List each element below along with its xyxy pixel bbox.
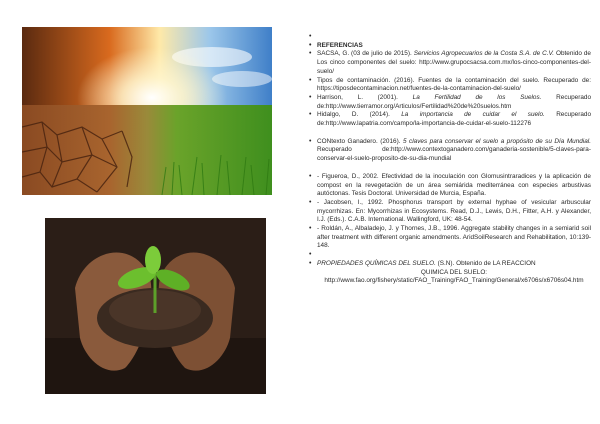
- drought-vs-grass-image: [22, 27, 272, 195]
- references-heading: • REFERENCIAS: [309, 42, 591, 51]
- reference-item: • SACSA, G. (03 de julio de 2015). Servicios Agropecuarios de la Costa S.A. de C.V. Obtenido de Los cinco componentes del suelo: http://www.grupocsacsa.com.mx/los-cinco-componentes-del-suelo/: [309, 50, 591, 76]
- reference-item: • Tipos de contaminación. (2016). Fuentes de la contaminación del suelo. Recuperado de: https://tiposdecontaminacion.net/fuentes-de-la-contaminacion-del-suelo/: [309, 77, 591, 94]
- references-section: [309, 33, 591, 286]
- reference-item: • Hidalgo, D. (2014). La importancia de cuidar el suelo. Recuperado de:http://www.lapatria.com/campo/la-importancia-de-cuidar-el-suelo-112276: [309, 111, 591, 128]
- empty-bullet: [309, 33, 591, 42]
- empty-bullet: [309, 251, 591, 260]
- reference-item: • - Figueroa, D., 2002. Efectividad de la inoculación con Glomusintraradices y la aplicación de compost en la revegetación de un área semiárida mediterránea con especies arbustivas autóctonas. Tesis Doctoral. Universidad de Murcia, España.: [309, 173, 591, 199]
- reference-item: • - Roldán, A., Albaladejo, J. y Thornes, J.B., 1996. Aggregate stability changes in a semiarid soil after treatment with different organic amendments. AridSoilResearch and Rehabilitation, 10:139-148.: [309, 225, 591, 251]
- reference-item: • Harrison, L. (2001). La Fertilidad de los Suelos. Recuperado de:http://www.tierramor.org/Articulos/Fertilidad%20de%20suelos.htm: [309, 94, 591, 111]
- reference-item-fao: • PROPIEDADES QUÍMICAS DEL SUELO. (S.N). Obtenido de LA REACCION QUIMICA DEL SUELO: http://www.fao.org/fishery/static/FAO_Training/FAO_Training/General/x6706s/x6706s04.htm: [309, 260, 591, 286]
- hands-seedling-image: [45, 218, 266, 394]
- reference-item: • CONtexto Ganadero. (2016). 5 claves para conservar el suelo a propósito de su Día Mundial. Recuperado de:http://www.contextoganadero.com/ganaderia-sostenible/5-claves-para-conservar-el-suelo-proposito-de-su-dia-mundial: [309, 138, 591, 164]
- reference-item: • - Jacobsen, I., 1992. Phosphorus transport by external hyphae of vesicular arbuscular mycorrhizas. En: Mycorrhizas in Ecosystems. Read, D.J., Lewis, D.H., Fitter, A.H. y Alexander, I.J. (Eds.). C.A.B. International. Wallingford, UK: 48-54.: [309, 199, 591, 225]
